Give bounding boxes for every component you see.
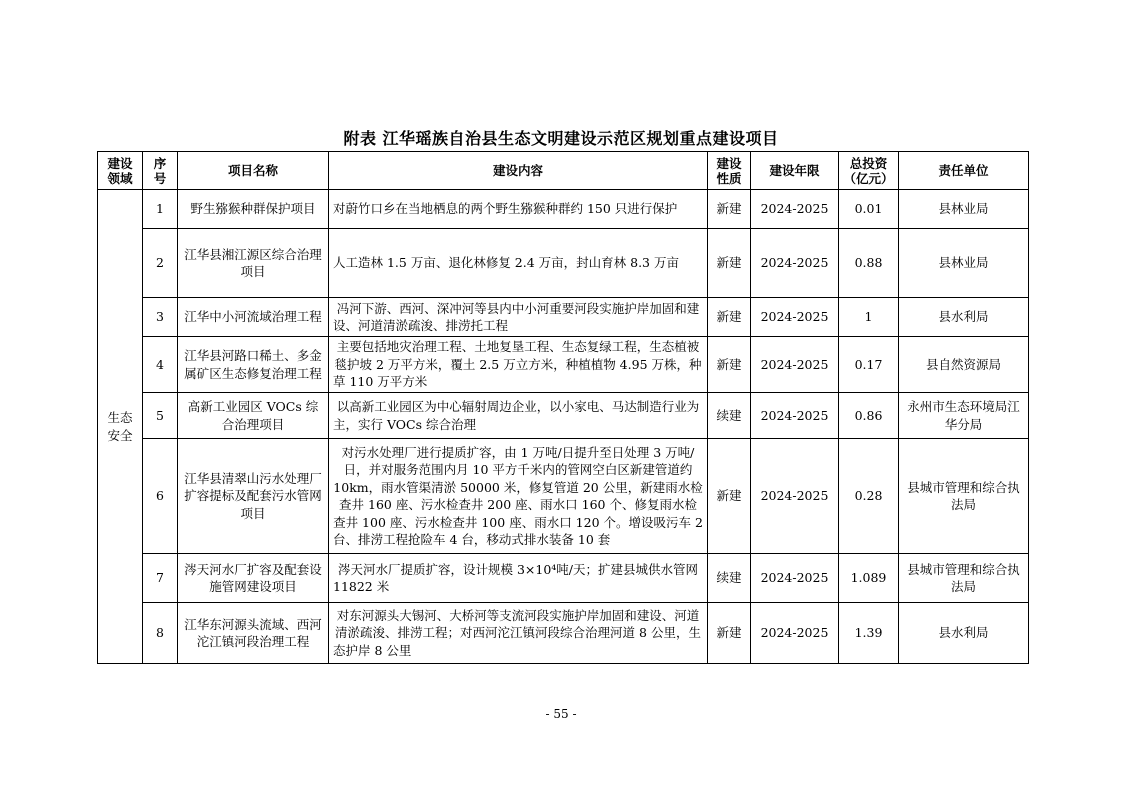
nature-cell: 新建 xyxy=(708,337,751,393)
seq-cell: 5 xyxy=(143,393,178,439)
header-nature: 建设 性质 xyxy=(708,152,751,190)
content-cell: 对污水处理厂进行提质扩容，由 1 万吨/日提升至日处理 3 万吨/日，并对服务范围内月 10 平方千米内的管网空白区新建管道约 10km，雨水管渠清淤 50000 米，修复管道 20 公里，新建雨水检查井 160 座、污水检查井 200 座、雨水口 160 个、修复雨水检查井 100 座、污水检查井 100 座、雨水口 120 个。增设吸污车 2 台、排涝工程抢险车 4 台，移动式排水装备 10 套 xyxy=(329,439,708,554)
invest-cell: 1.089 xyxy=(839,554,899,603)
seq-cell: 3 xyxy=(143,298,178,337)
seq-cell: 1 xyxy=(143,190,178,229)
content-cell: 对东河源头大锡河、大桥河等支流河段实施护岸加固和建设、河道清淤疏浚、排涝工程；对西河沱江镇河段综合治理河道 8 公里，生态护岸 8 公里 xyxy=(329,603,708,664)
name-cell: 江华县清翠山污水处理厂扩容提标及配套污水管网项目 xyxy=(178,439,329,554)
header-period: 建设年限 xyxy=(751,152,839,190)
content-cell: 涔天河水厂提质扩容，设计规模 3×10⁴吨/天；扩建县城供水管网 11822 米 xyxy=(329,554,708,603)
nature-cell: 续建 xyxy=(708,554,751,603)
period-cell: 2024-2025 xyxy=(751,190,839,229)
name-cell: 高新工业园区 VOCs 综合治理项目 xyxy=(178,393,329,439)
unit-cell: 县水利局 xyxy=(899,603,1029,664)
invest-cell: 1.39 xyxy=(839,603,899,664)
period-cell: 2024-2025 xyxy=(751,229,839,298)
unit-cell: 县城市管理和综合执法局 xyxy=(899,439,1029,554)
unit-cell: 县林业局 xyxy=(899,190,1029,229)
period-cell: 2024-2025 xyxy=(751,393,839,439)
unit-cell: 永州市生态环境局江华分局 xyxy=(899,393,1029,439)
name-cell: 野生猕猴种群保护项目 xyxy=(178,190,329,229)
header-seq: 序 号 xyxy=(143,152,178,190)
domain-cell: 生态 安全 xyxy=(98,190,143,664)
invest-cell: 1 xyxy=(839,298,899,337)
table-row xyxy=(98,229,1029,298)
seq-cell: 6 xyxy=(143,439,178,554)
invest-cell: 0.86 xyxy=(839,393,899,439)
unit-cell: 县水利局 xyxy=(899,298,1029,337)
period-cell: 2024-2025 xyxy=(751,554,839,603)
name-cell: 江华县河路口稀土、多金属矿区生态修复治理工程 xyxy=(178,337,329,393)
nature-cell: 新建 xyxy=(708,603,751,664)
name-cell: 江华中小河流域治理工程 xyxy=(178,298,329,337)
unit-cell: 县林业局 xyxy=(899,229,1029,298)
header-domain: 建设 领域 xyxy=(98,152,143,190)
seq-cell: 8 xyxy=(143,603,178,664)
projects-table xyxy=(97,151,1029,664)
content-cell: 对蔚竹口乡在当地栖息的两个野生猕猴种群约 150 只进行保护 xyxy=(329,190,708,229)
header-invest: 总投资 （亿元） xyxy=(839,152,899,190)
seq-cell: 2 xyxy=(143,229,178,298)
invest-cell: 0.28 xyxy=(839,439,899,554)
invest-cell: 0.17 xyxy=(839,337,899,393)
nature-cell: 新建 xyxy=(708,439,751,554)
table-row xyxy=(98,603,1029,664)
seq-cell: 4 xyxy=(143,337,178,393)
name-cell: 江华县湘江源区综合治理项目 xyxy=(178,229,329,298)
table-row xyxy=(98,337,1029,393)
nature-cell: 新建 xyxy=(708,190,751,229)
name-cell: 江华东河源头流域、西河沱江镇河段治理工程 xyxy=(178,603,329,664)
table-header-row xyxy=(98,152,1029,190)
table-row xyxy=(98,439,1029,554)
nature-cell: 新建 xyxy=(708,229,751,298)
content-cell: 人工造林 1.5 万亩、退化林修复 2.4 万亩，封山育林 8.3 万亩 xyxy=(329,229,708,298)
unit-cell: 县城市管理和综合执法局 xyxy=(899,554,1029,603)
header-content: 建设内容 xyxy=(329,152,708,190)
nature-cell: 新建 xyxy=(708,298,751,337)
table-row xyxy=(98,554,1029,603)
header-unit: 责任单位 xyxy=(899,152,1029,190)
invest-cell: 0.01 xyxy=(839,190,899,229)
table-row xyxy=(98,190,1029,229)
page-number: - 55 - xyxy=(545,707,577,721)
period-cell: 2024-2025 xyxy=(751,439,839,554)
unit-cell: 县自然资源局 xyxy=(899,337,1029,393)
content-cell: 冯河下游、西河、深冲河等县内中小河重要河段实施护岸加固和建设、河道清淤疏浚、排涝托工程 xyxy=(329,298,708,337)
invest-cell: 0.88 xyxy=(839,229,899,298)
nature-cell: 续建 xyxy=(708,393,751,439)
table-row xyxy=(98,298,1029,337)
header-name: 项目名称 xyxy=(178,152,329,190)
content-cell: 以高新工业园区为中心辐射周边企业，以小家电、马达制造行业为主，实行 VOCs 综合治理 xyxy=(329,393,708,439)
period-cell: 2024-2025 xyxy=(751,298,839,337)
name-cell: 涔天河水厂扩容及配套设施管网建设项目 xyxy=(178,554,329,603)
seq-cell: 7 xyxy=(143,554,178,603)
table-row xyxy=(98,393,1029,439)
period-cell: 2024-2025 xyxy=(751,337,839,393)
period-cell: 2024-2025 xyxy=(751,603,839,664)
content-cell: 主要包括地灾治理工程、土地复垦工程、生态复绿工程，生态植被毯护坡 2 万平方米，覆土 2.5 万立方米，种植植物 4.95 万株，种草 110 万平方米 xyxy=(329,337,708,393)
document-title: 附表 江华瑶族自治县生态文明建设示范区规划重点建设项目 xyxy=(343,129,779,148)
